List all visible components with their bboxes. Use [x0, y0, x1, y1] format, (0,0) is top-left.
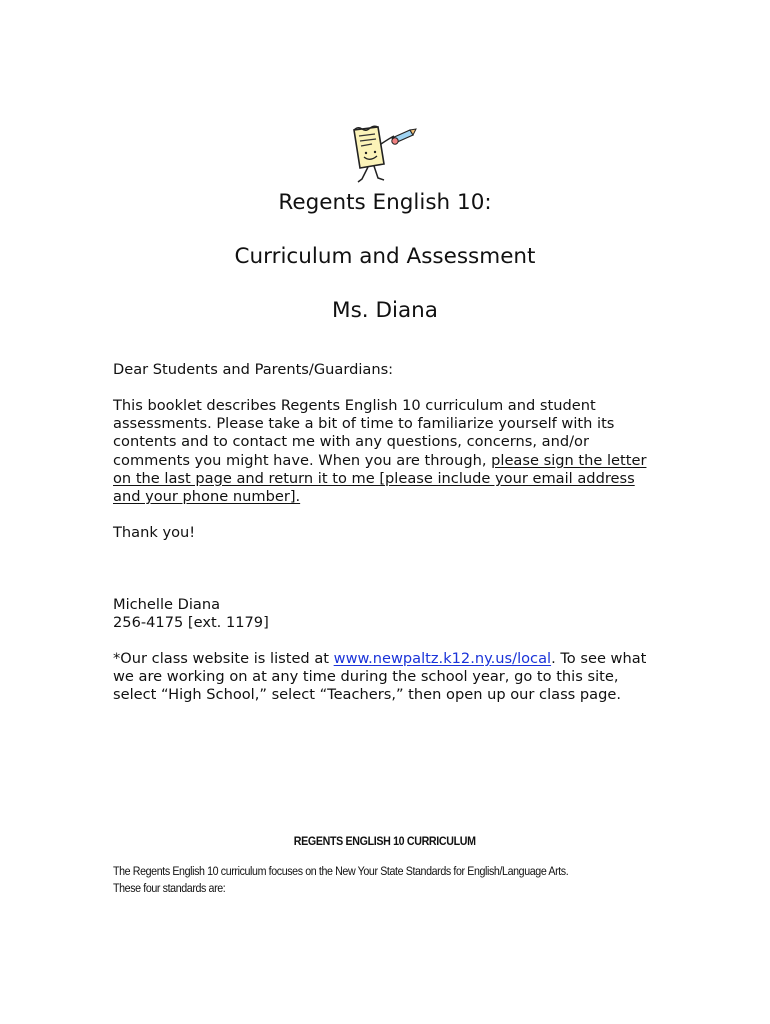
salutation: Dear Students and Parents/Guardians:: [113, 361, 394, 378]
curriculum-heading-row: [0, 830, 770, 849]
curriculum-heading: REGENTS ENGLISH 10 CURRICULUM: [294, 834, 476, 848]
signature-phone: 256-4175 [ext. 1179]: [113, 614, 269, 631]
document-subtitle: Curriculum and Assessment: [234, 244, 536, 269]
thanks-line: Thank you!: [113, 524, 196, 541]
intro-paragraph: [113, 397, 653, 506]
sign-instructions: please sign the letter on the last page and return it to me [please include your email address and your phone number].: [113, 451, 647, 506]
intro-paragraph-text: This booklet describes Regents English 10 curriculum and student assessments. Please take a bit of time to familiarize yourself with its contents and to contact me with any questions, concerns, and/or comments you might have. When you are through,: [113, 397, 615, 469]
website-paragraph: [113, 650, 653, 705]
document-title: Regents English 10:: [278, 190, 492, 215]
website-intro: *Our class website is listed at: [113, 650, 334, 667]
standards-lead-line: These four standards are:: [113, 881, 226, 895]
curriculum-intro-line: The Regents English 10 curriculum focuses on the New Your State Standards for English/Language Arts.: [113, 864, 569, 878]
website-instructions: . To see what we are working on at any time during the school year, go to this site, select “High School,” select “Teachers,” then open up our class page.: [113, 650, 647, 704]
smiling-paper-with-pencil-icon: [348, 124, 420, 190]
class-website-link[interactable]: www.newpaltz.k12.ny.us/local: [333, 650, 552, 667]
teacher-name-heading: Ms. Diana: [332, 298, 438, 323]
signature-name: Michelle Diana: [113, 596, 221, 613]
